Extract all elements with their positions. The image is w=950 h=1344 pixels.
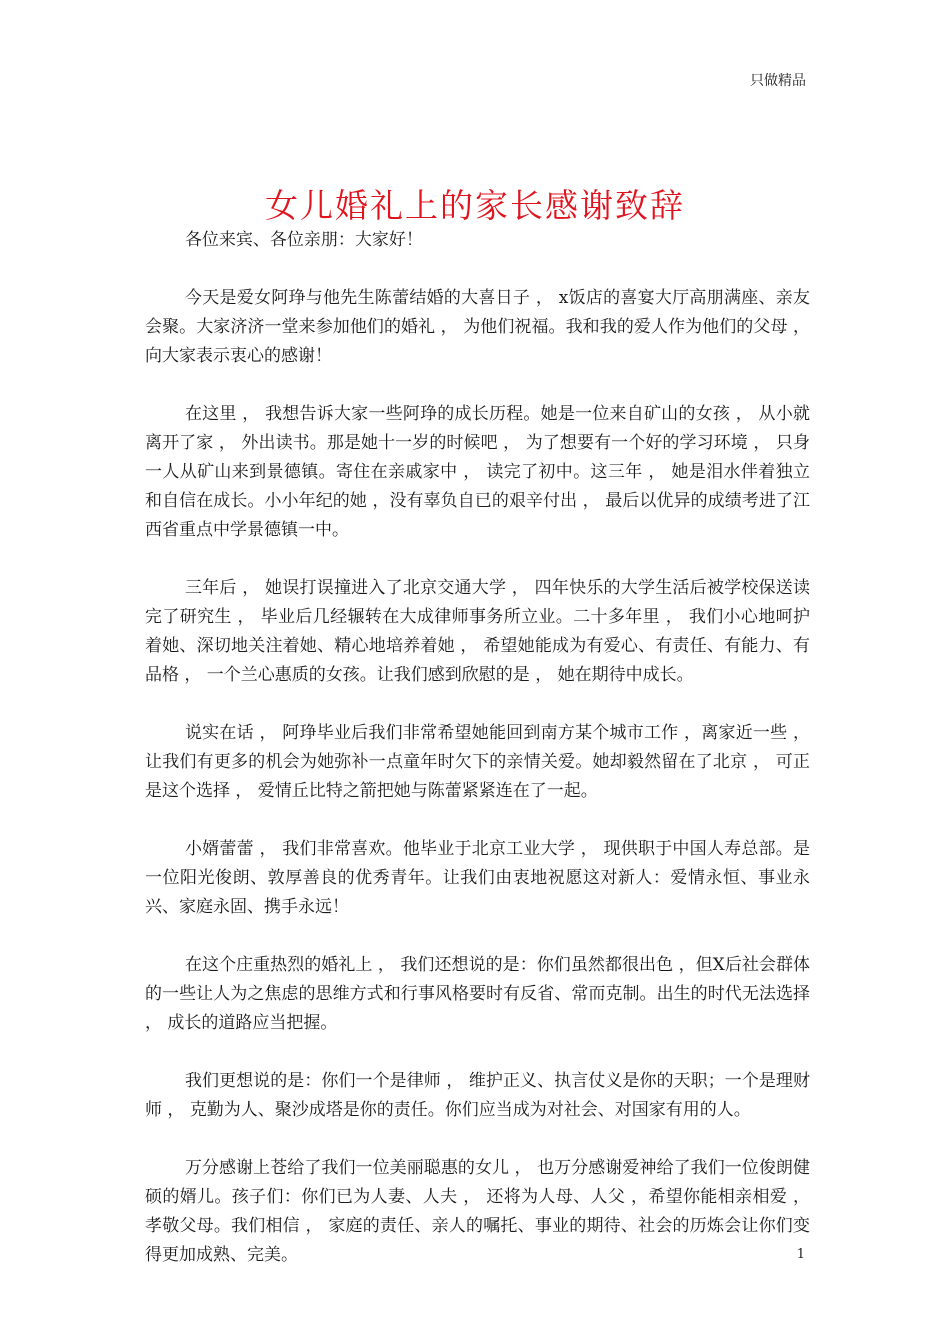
paragraph-greeting: 各位来宾、各位亲朋：大家好！ — [184, 230, 423, 250]
paragraph: 小婿蕾蕾 ， 我们非常喜欢。他毕业于北京工业大学 ， 现供职于中国人寿总部。是一位阳光俊朗、敦厚善良的优秀青年。让我们由衷地祝愿这对新人：爱情永恒、事业永兴、家庭永固、携手永远！ — [145, 839, 810, 917]
paragraph: 说实在话 ， 阿琤毕业后我们非常希望她能回到南方某个城市工作 ，离家近一些 ， 让我们有更多的机会为她弥补一点童年时欠下的亲情关爱。她却毅然留在了北京 ， 可正是这个选择 ， 爱情丘比特之箭把她与陈蕾紧紧连在了一起。 — [145, 723, 810, 801]
header-note: 只做精品 — [750, 73, 806, 89]
paragraph: 我们更想说的是：你们一个是律师 ， 维护正义、执言仗义是你的天职；一个是理财师 ， 克勤为人、聚沙成塔是你的责任。你们应当成为对社会、对国家有用的人。 — [145, 1071, 810, 1120]
paragraph: 三年后 ， 她误打误撞进入了北京交通大学 ， 四年快乐的大学生活后被学校保送读完了研究生 ， 毕业后几经辗转在大成律师事务所立业。二十多年里 ， 我们小心地呵护着她、深切地关注着她、精心地培养着她 ， 希望她能成为有爱心、有责任、有能力、有品格 ， 一个兰心惠质的女孩。让我们感到欣慰的是 ， 她在期待中成长。 — [145, 578, 810, 685]
paragraph: 今天是爱女阿琤与他先生陈蕾结婚的大喜日子 ， x饭店的喜宴大厅高朋满座、亲友会聚。大家济济一堂来参加他们的婚礼 ， 为他们祝福。我和我的爱人作为他们的父母 ， 向大家表示衷心的感谢！ — [145, 288, 810, 366]
paragraph: 万分感谢上苍给了我们一位美丽聪惠的女儿 ， 也万分感谢爱神给了我们一位俊朗健硕的婿儿。孩子们：你们已为人妻、人夫 ， 还将为人母、人父 ，希望你能相亲相爱 ， 孝敬父母。我们相信 ， 家庭的责任、亲人的嘱托、事业的期待、社会的历炼会让你们变得更加成熟、完美。 — [145, 1158, 810, 1265]
document-title: 女儿婚礼上的家长感谢致辞 — [265, 186, 685, 226]
paragraph: 在这个庄重热烈的婚礼上 ， 我们还想说的是：你们虽然都很出色 ，但X后社会群体的一些让人为之焦虑的思维方式和行事风格要时有反省、常而克制。出生的时代无法选择 ， 成长的道路应当把握。 — [145, 955, 810, 1033]
paragraph: 在这里 ， 我想告诉大家一些阿琤的成长历程。她是一位来自矿山的女孩 ， 从小就离开了家 ， 外出读书。那是她十一岁的时候吧 ， 为了想要有一个好的学习环境 ， 只身一人从矿山来到景德镇。寄住在亲戚家中 ， 读完了初中。这三年 ， 她是泪水伴着独立和自信在成长。小小年纪的她 ，没有辜负自已的艰辛付出 ， 最后以优异的成绩考进了江西省重点中学景德镇一中。 — [145, 404, 810, 540]
document-body — [145, 226, 810, 1299]
page-number: 1 — [796, 1247, 805, 1262]
